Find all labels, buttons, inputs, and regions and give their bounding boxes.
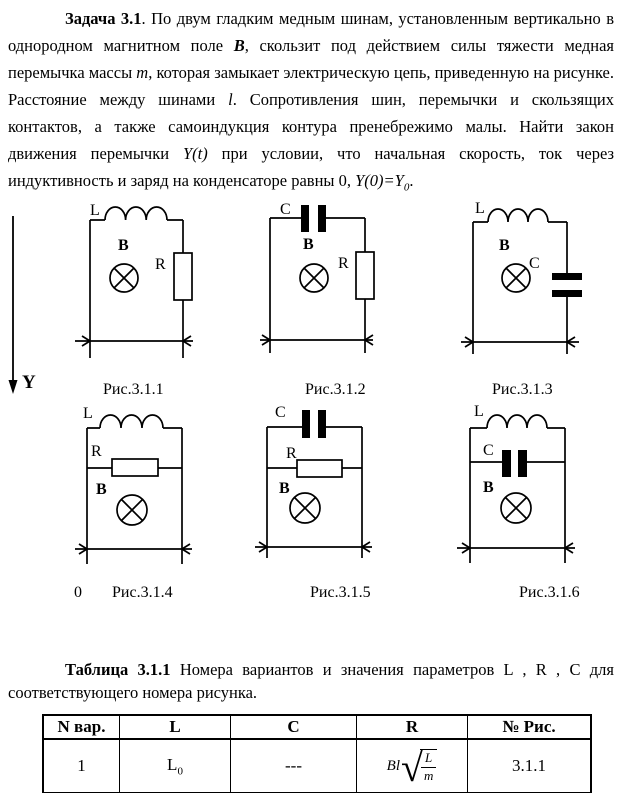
jumper-icon [75,336,193,346]
inductor-icon [100,415,163,428]
jumper-icon [457,543,575,553]
problem-text-segment: . Сопротивления шин, перемычки и скользящих контактов, а также самоиндукция контура пренебрежимо малы. Найти закон движения перемычки [8,90,614,163]
table-header-row [43,715,591,739]
inductor-label: L [474,403,484,420]
mass-symbol: m [136,63,149,82]
field-into-page-icon [300,264,328,292]
resistor-icon [174,253,192,300]
table-caption-number: Таблица 3.1.1 [65,660,171,679]
circuit-fig5-svg [250,405,380,563]
field-label: B [303,236,314,253]
zero-label: 0 [74,584,82,601]
header-resistance: R [357,715,468,739]
fraction-numerator: L [421,750,436,768]
resistance-formula [386,745,438,790]
capacitor-icon [552,273,582,297]
inductor-icon [105,207,167,220]
capacitor-label: C [275,404,286,421]
capacitor-label: C [280,201,291,218]
length-symbol: l [228,90,233,109]
inductor-label: L [90,202,100,219]
field-label: B [96,481,107,498]
problem-text-segment: , скользит под действием силы тяжести медная перемычка массы [8,36,614,82]
field-into-page-icon [110,264,138,292]
header-inductance: L [120,715,231,739]
field-into-page-icon [501,493,531,523]
jumper-icon [461,337,579,347]
radical-sign: √ [401,745,423,790]
figure-caption: Рис.3.1.3 [492,381,553,398]
variant-cell: 1 [43,739,120,793]
inductance-symbol: L [167,754,178,774]
field-label: B [118,237,129,254]
figure-number-cell: 3.1.1 [468,739,592,793]
bus-rails [473,222,567,354]
problem-number: Задача 3.1 [65,9,142,28]
capacitor-icon [302,410,326,438]
initial-condition-symbol: Y(0)=Y [355,171,404,190]
figure-caption: Рис.3.1.5 [310,584,371,601]
inductor-label: L [83,405,93,422]
circuit-fig3-svg [455,198,590,360]
field-symbol: B [233,36,245,55]
circuit-fig2-svg [252,198,382,358]
capacitor-label: C [529,255,540,272]
jumper-icon [75,544,192,554]
figure-caption: Рис.3.1.1 [103,381,164,398]
motion-law-symbol: Y(t) [183,144,208,163]
problem-statement [8,5,614,201]
formula-prefix: Bl [386,757,400,774]
y-axis-label: Y [22,372,36,393]
field-into-page-icon [117,495,147,525]
figure-caption: Рис.3.1.6 [519,584,580,601]
figure-caption: Рис.3.1.4 [112,584,173,601]
header-figure: № Рис. [468,715,592,739]
resistor-label: R [91,443,102,460]
jumper-icon [255,542,372,552]
table-caption-text: Номера вариантов и значения параметров L , R , C для соответствующего номера рисунка. [8,660,614,702]
resistor-label: R [338,255,349,272]
resistor-icon [297,460,342,477]
resistor-label: R [155,256,166,273]
capacitor-label: C [483,442,494,459]
circuit-fig1-svg [72,198,202,364]
field-into-page-icon [290,493,320,523]
field-label: B [483,479,494,496]
inductor-icon [487,415,547,428]
inductance-subscript: 0 [177,765,183,778]
table-row [43,739,591,793]
problem-text-segment: , которая замыкает электрическую цепь, приведенную на рисунке. Расстояние между шинами [8,63,614,109]
jumper-icon [260,335,373,345]
capacitor-icon [301,205,326,232]
table-caption [8,658,614,704]
circuit-fig4-svg [70,405,200,567]
header-capacitance: C [231,715,357,739]
capacitor-icon [502,450,527,477]
problem-text-segment: . По двум гладким медным шинам, установленным вертикально в однородном магнитном поле [8,9,615,55]
initial-condition-subscript: 0 [403,181,410,194]
field-label: B [279,480,290,497]
problem-text-segment: при условии, что начальная скорость, ток через индуктивность и заряд на конденсаторе равны 0, [8,144,614,190]
resistor-label: R [286,445,297,462]
inductor-label: L [475,200,485,217]
field-label: B [499,237,510,254]
bus-rails [90,220,183,358]
parameters-table [42,714,592,793]
field-into-page-icon [502,264,530,292]
figure-caption: Рис.3.1.2 [305,381,366,398]
inductor-icon [488,209,548,222]
problem-text-segment: . [409,171,414,190]
resistance-cell [357,739,468,793]
header-variant: N вар. [43,715,120,739]
formula-fraction [420,749,437,785]
fraction-denominator: m [423,768,434,783]
resistor-icon [356,252,374,299]
capacitance-cell: --- [231,739,357,793]
resistor-icon [112,459,158,476]
inductance-cell [120,739,231,793]
circuit-fig6-svg [450,405,585,567]
bus-rails [270,218,365,353]
